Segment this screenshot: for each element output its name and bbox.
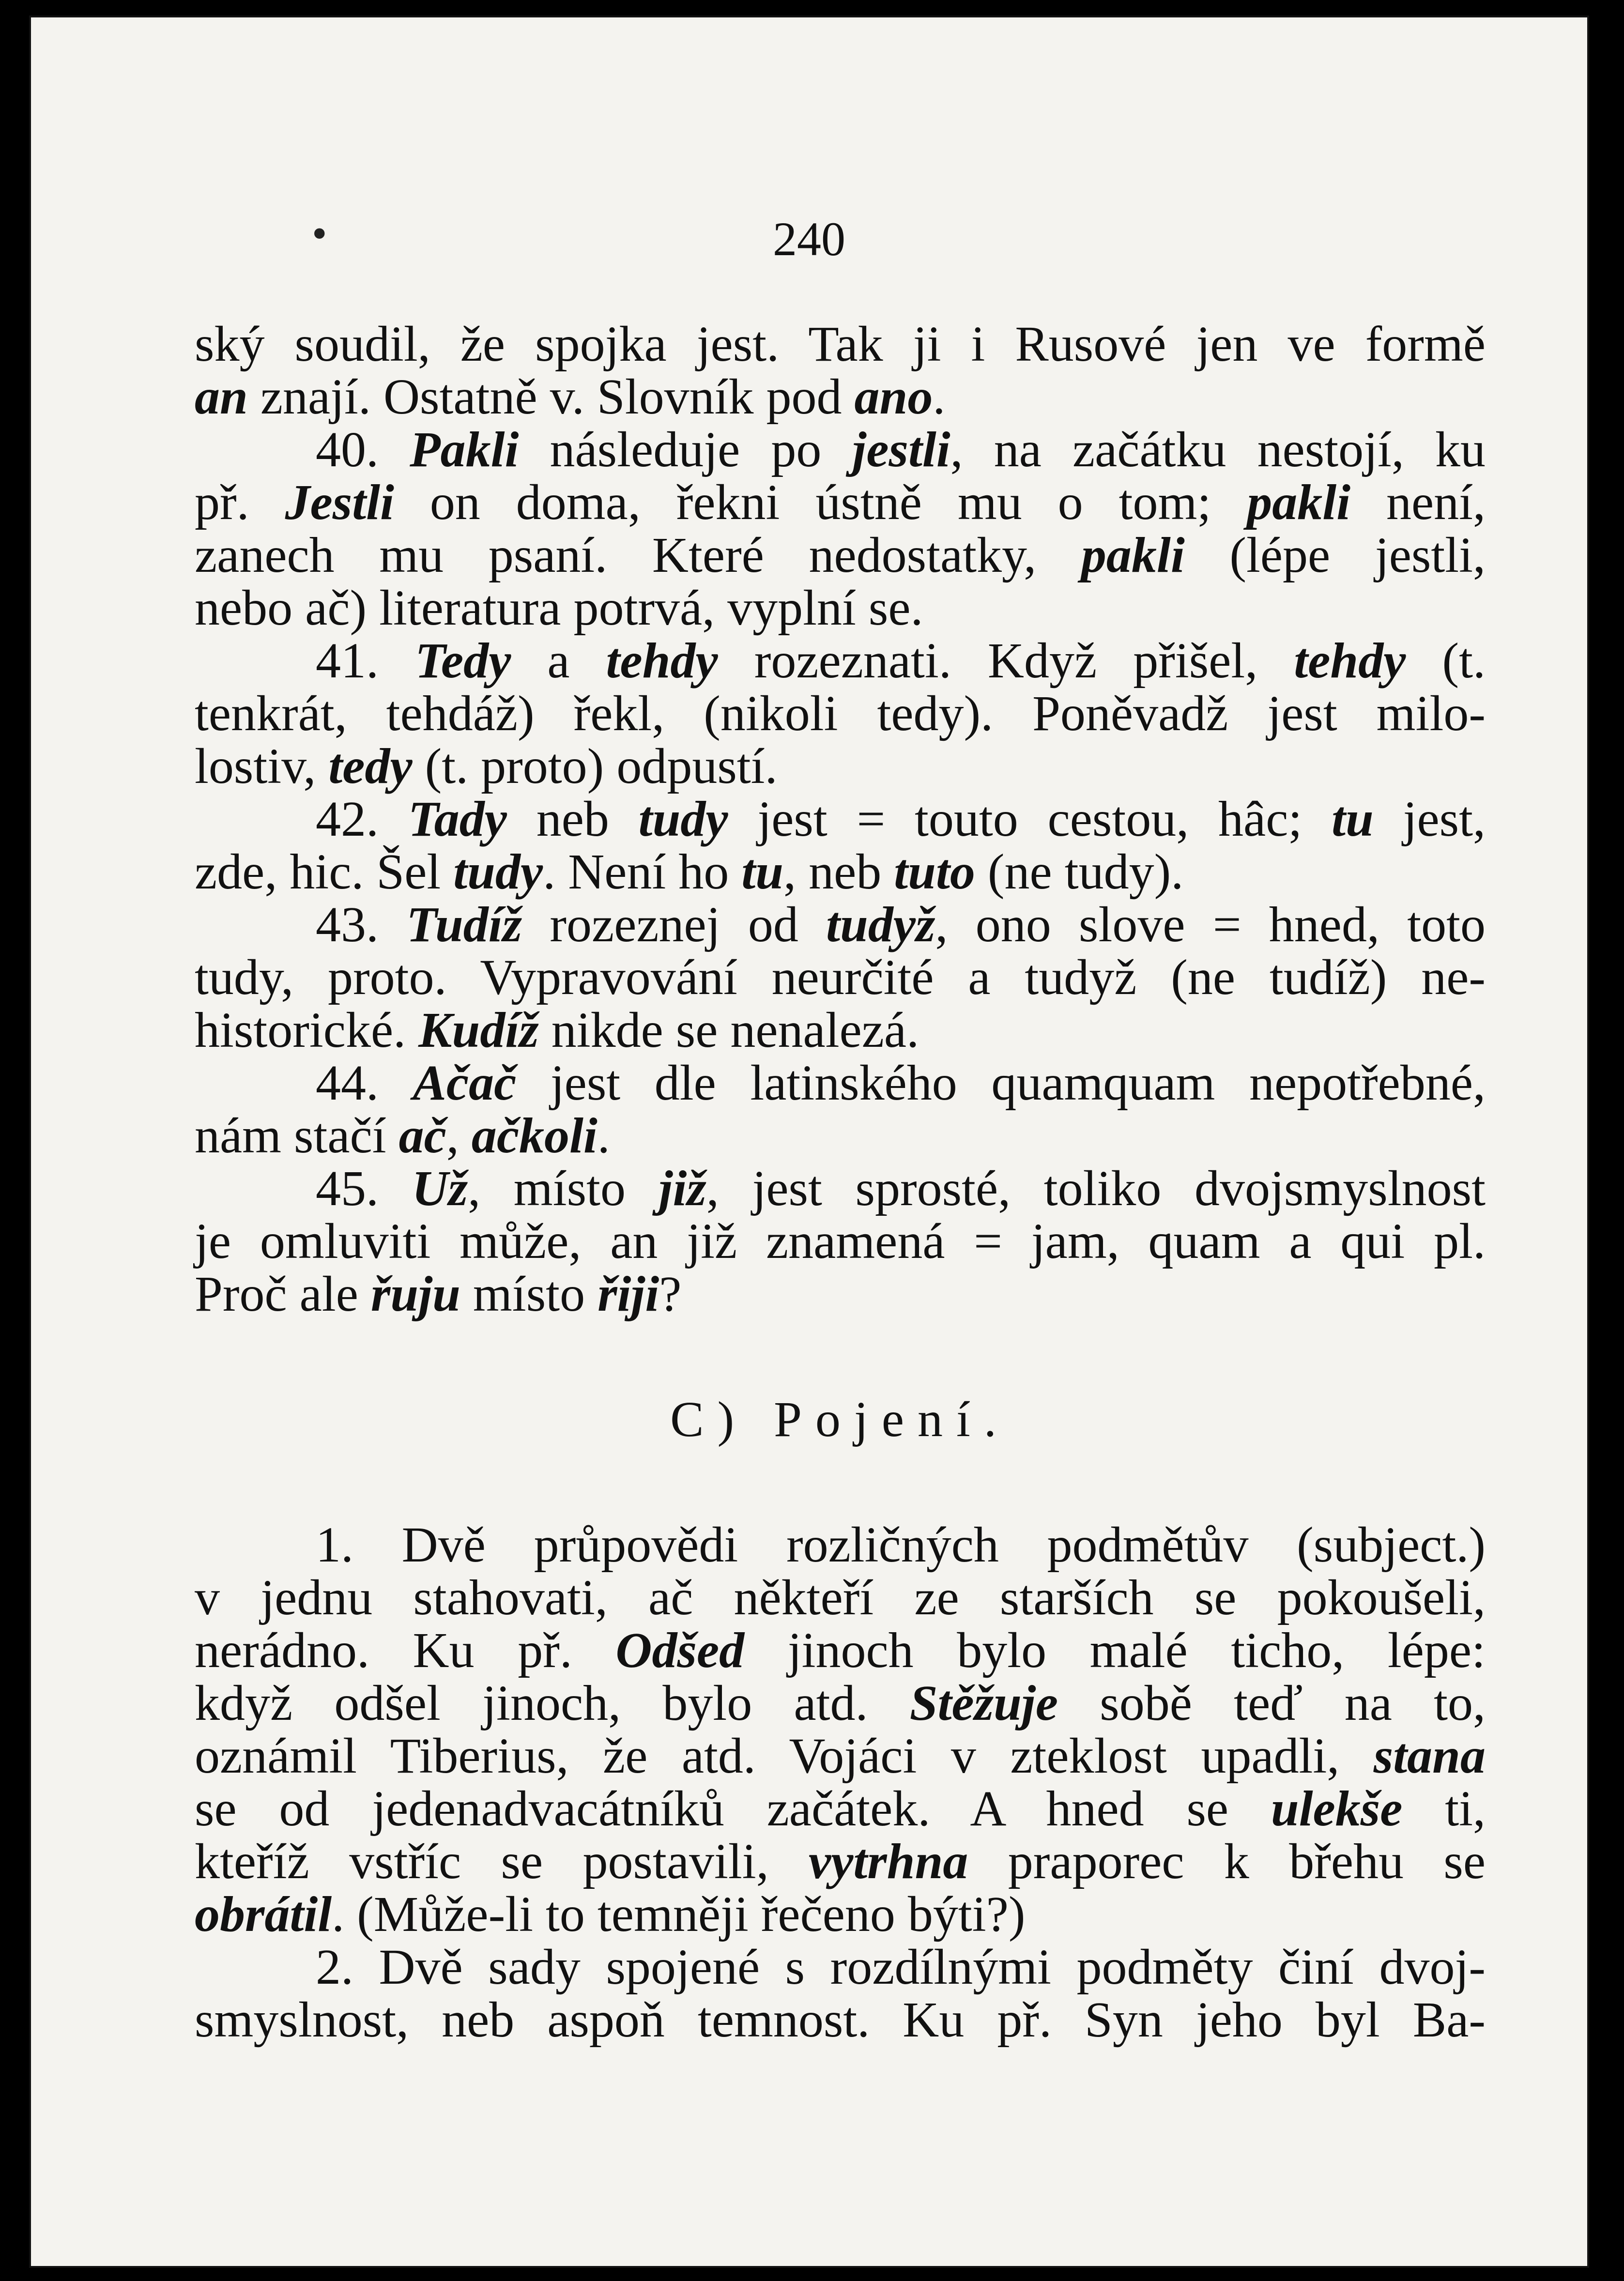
text-line: v jednu stahovati, ač někteří ze starších se pokoušeli, xyxy=(195,1570,1486,1625)
paragraph-45: 45. Už, místo již, jest sprosté, toliko dvojsmyslnost xyxy=(316,1161,1486,1216)
text-line: ský soudil, že spojka jest. Tak ji i Rusové jen ve formě xyxy=(195,316,1486,372)
text-line: zde, hic. Šel tudy. Není ho tu, neb tuto (ne tudy). xyxy=(195,844,1184,900)
text-line: se od jedenadvacátníků začátek. A hned se ulekše ti, xyxy=(195,1781,1486,1837)
paragraph-43: 43. Tudíž rozeznej od tudyž, ono slove = hned, toto xyxy=(316,897,1486,952)
text-line: je omluviti může, an již znamená = jam, quam a qui pl. xyxy=(195,1213,1486,1269)
margin-dot: • xyxy=(312,210,327,258)
paragraph-40: 40. Pakli následuje po jestli, na začátku nestojí, ku xyxy=(316,422,1486,477)
text-line: tudy, proto. Vypravování neurčité a tudyž (ne tudíž) ne- xyxy=(195,949,1486,1005)
page-body xyxy=(195,318,1486,2046)
paragraph-2: 2. Dvě sady spojené s rozdílnými podměty činí dvoj- xyxy=(316,1939,1486,1995)
text-line: smyslnost, neb aspoň temnost. Ku př. Syn jeho byl Ba- xyxy=(195,1992,1486,2048)
paragraph-1: 1. Dvě průpovědi rozličných podmětův (subject.) xyxy=(316,1517,1486,1573)
text-line: an znají. Ostatně v. Slovník pod ano. xyxy=(195,369,946,425)
text-line: lostiv, tedy (t. proto) odpustí. xyxy=(195,738,778,794)
text-line: Proč ale řuju místo řiji? xyxy=(195,1266,682,1322)
paragraph-42: 42. Tady neb tudy jest = touto cestou, hâc; tu jest, xyxy=(316,791,1486,847)
text-line: historické. Kudíž nikde se nenalezá. xyxy=(195,1002,919,1058)
page-number: 240 xyxy=(773,212,845,266)
paragraph-41: 41. Tedy a tehdy rozeznati. Když přišel, tehdy (t. xyxy=(316,633,1486,689)
paragraph-44: 44. Ačač jest dle latinského quamquam nepotřebné, xyxy=(316,1055,1486,1111)
text-line: př. Jestli on doma, řekni ústně mu o tom; pakli není, xyxy=(195,475,1486,530)
text-line: zanech mu psaní. Které nedostatky, pakli (lépe jestli, xyxy=(195,527,1486,583)
text-line: nám stačí ač, ačkoli. xyxy=(195,1108,610,1163)
text-line: obrátil. (Může-li to temněji řečeno býti?) xyxy=(195,1886,1026,1942)
book-page xyxy=(29,15,1589,2268)
text-line: když odšel jinoch, bylo atd. Stěžuje sobě teď na to, xyxy=(195,1675,1486,1731)
text-line: oznámil Tiberius, že atd. Vojáci v zteklost upadli, stana xyxy=(195,1728,1486,1784)
section-heading: C) Pojení. xyxy=(670,1392,1010,1447)
text-line: tenkrát, tehdáž) řekl, (nikoli tedy). Poněvadž jest milo- xyxy=(195,686,1486,741)
text-line: nerádno. Ku př. Odšed jinoch bylo malé ticho, lépe: xyxy=(195,1623,1486,1678)
text-line: kteříž vstříc se postavili, vytrhna praporec k břehu se xyxy=(195,1834,1486,1889)
text-line: nebo ač) literatura potrvá, vyplní se. xyxy=(195,580,923,636)
